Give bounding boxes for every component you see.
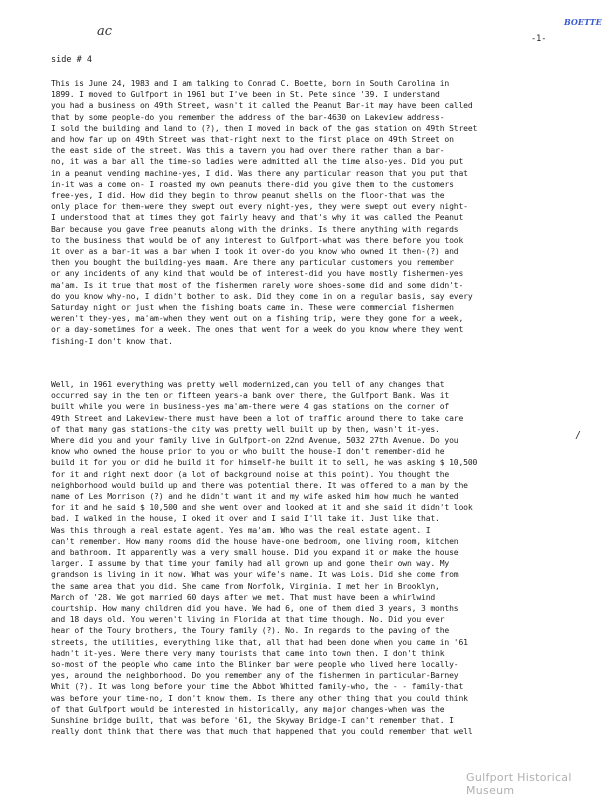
paragraph-1: [51, 78, 581, 347]
text-line: bad. I walked in the house, I oked it over and I said I'll take it. Just like that.: [51, 514, 440, 524]
text-line: to the business that would be of any interest to Gulfport-what was there before you took: [51, 235, 464, 245]
tape-side-label: side # 4: [51, 55, 92, 65]
text-line: or a day-sometimes for a week. The ones that went for a week do you know where they went: [51, 325, 464, 335]
page-number: -1-: [531, 34, 547, 44]
interviewee-name-tag: BOETTE: [564, 17, 602, 27]
text-line: do you know why-no, I didn't bother to ask. Did they come in on a regular basis, say every: [51, 291, 473, 301]
text-line: hadn't it-yes. Were there very many tourists that came into town then. I don't think: [51, 648, 445, 658]
text-line: Sunshine bridge built, that was before '61, the Skyway Bridge-I can't remember that. I: [51, 716, 454, 726]
text-line: was before your time-no, I don't know them. Is there any other thing that you could think: [51, 693, 468, 703]
text-line: hear of the Toury brothers, the Toury family (?). No. In regards to the paving of the: [51, 626, 450, 636]
text-line: it over as a bar-it was a bar when I took it over-do you know who owned it then-(?) and: [51, 247, 459, 257]
text-line: neighborhood would build up and there was potential there. It was offered to a man by the: [51, 480, 468, 490]
text-line: only place for them-were they swept out every night-yes, they were swept out every night-: [51, 202, 468, 212]
text-line: grandson is living in it now. What was your wife's name. It was Lois. Did she come from: [51, 570, 459, 580]
text-line: you had a business on 49th Street, wasn't it called the Peanut Bar-it may have been called: [51, 101, 473, 111]
text-line: the east side of the street. Was this a tavern you had over there rather than a bar-: [51, 146, 445, 156]
text-line: Bar because you gave free peanuts along with the drinks. Is there anything with regards: [51, 224, 459, 234]
text-line: that by some people-do you remember the address of the bar-4630 on Lakeview address-: [51, 112, 445, 122]
text-line: I understood that at times they got fairly heavy and that's why it was called the Peanut: [51, 213, 464, 223]
text-line: weren't they-yes, ma'am-when they went out on a fishing trip, were they gone for a week,: [51, 314, 464, 324]
text-line: 1899. I moved to Gulfport in 1961 but I've been in St. Pete since '39. I understand: [51, 90, 440, 100]
text-line: occurred say in the ten or fifteen years-a bank over there, the Gulfport Bank. Was it: [51, 391, 450, 401]
text-line: streets, the utilities, everything like that, all that had been done when you came in '61: [51, 637, 468, 647]
text-line: ma'am. Is it true that most of the fishermen rarely wore shoes-some did and some didn't-: [51, 280, 464, 290]
text-line: Where did you and your family live in Gulfport-on 22nd Avenue, 5032 27th Avenue. Do you: [51, 436, 459, 446]
text-line: Whit (?). It was long before your time the Abbot Whitted family-who, the - - family-that: [51, 682, 464, 692]
text-line: know who owned the house prior to you or who built the house-I don't remember-did he: [51, 447, 445, 457]
text-line: and bathroom. It apparently was a very small house. Did you expand it or make the house: [51, 548, 459, 558]
paragraph-2: [51, 379, 581, 738]
text-line: and how far up on 49th Street was that-right next to the first place on 49th Street on: [51, 135, 454, 145]
text-line: build it for you or did he build it for himself-he built it to sell, he was asking $ 10,500: [51, 458, 478, 468]
text-line: This is June 24, 1983 and I am talking to Conrad C. Boette, born in South Carolina in: [51, 79, 450, 88]
text-line: courtship. How many children did you have. We had 6, one of them died 3 years, 3 months: [51, 604, 459, 614]
text-line: in-it was a come on- I roasted my own peanuts there-did you give them to the customers: [51, 179, 454, 189]
text-line: can't remember. How many rooms did the house have-one bedroom, one living room, kitchen: [51, 536, 459, 546]
text-line: larger. I assume by that time your family had all grown up and gone their own way. My: [51, 559, 450, 569]
text-line: so-most of the people who came into the Blinker bar were people who lived here locally-: [51, 660, 459, 670]
text-line: of that many gas stations-the city was pretty well built up by then, wasn't it-yes.: [51, 424, 440, 434]
text-line: really dont think that there was that much that happened that you could remember that well: [51, 727, 473, 737]
text-line: I sold the building and land to (?), then I moved in back of the gas station on 49th Street: [51, 123, 478, 133]
text-line: of that Gulfport would be interested in historically, any major changes-when was the: [51, 704, 445, 714]
text-line: Was this through a real estate agent. Yes ma'am. Who was the real estate agent. I: [51, 525, 431, 535]
text-line: Well, in 1961 everything was pretty well modernized,can you tell of any changes that: [51, 380, 445, 389]
margin-mark: /: [575, 430, 582, 441]
museum-watermark: Gulfport Historical Museum: [466, 771, 572, 797]
text-line: for it and he said $ 10,500 and she went over and looked at it and she said it didn't look: [51, 503, 473, 513]
handwritten-initials: ac: [97, 24, 113, 39]
text-line: 49th Street and Lakeview-there must have been a lot of traffic around there to take care: [51, 413, 464, 423]
text-line: name of Les Morrison (?) and he didn't want it and my wife asked him how much he wanted: [51, 492, 459, 502]
text-line: built while you were in business-yes ma'am-there were 4 gas stations on the corner of: [51, 402, 450, 412]
text-line: then you bought the building-yes maam. Are there any particular customers you remember: [51, 258, 454, 268]
text-line: Saturday night or just when the fishing boats came in. These were commercial fishermen: [51, 303, 454, 313]
text-line: no, it was a bar all the time-so ladies were admitted all the time also-yes. Did you put: [51, 157, 464, 167]
text-line: fishing-I don't know that.: [51, 336, 173, 346]
text-line: in a peanut vending machine-yes, I did. Was there any particular reason that you put that: [51, 168, 468, 178]
text-line: the same area that you did. She came from Norfolk, Virginia. I met her in Brooklyn,: [51, 581, 440, 591]
text-line: or any incidents of any kind that would be of interest-did you have mostly fishermen-yes: [51, 269, 464, 279]
text-line: March of '28. We got married 60 days after we met. That must have been a whirlwind: [51, 592, 436, 602]
text-line: for it and right next door (a lot of background noise at this point). You thought the: [51, 469, 450, 479]
text-line: free-yes, I did. How did they begin to throw peanut shells on the floor-that was the: [51, 191, 445, 201]
text-line: and 18 days old. You weren't living in Florida at that time though. No. Did you ever: [51, 615, 445, 625]
text-line: yes, around the neighborhood. Do you remember any of the fishermen in particular-Barney: [51, 671, 459, 681]
